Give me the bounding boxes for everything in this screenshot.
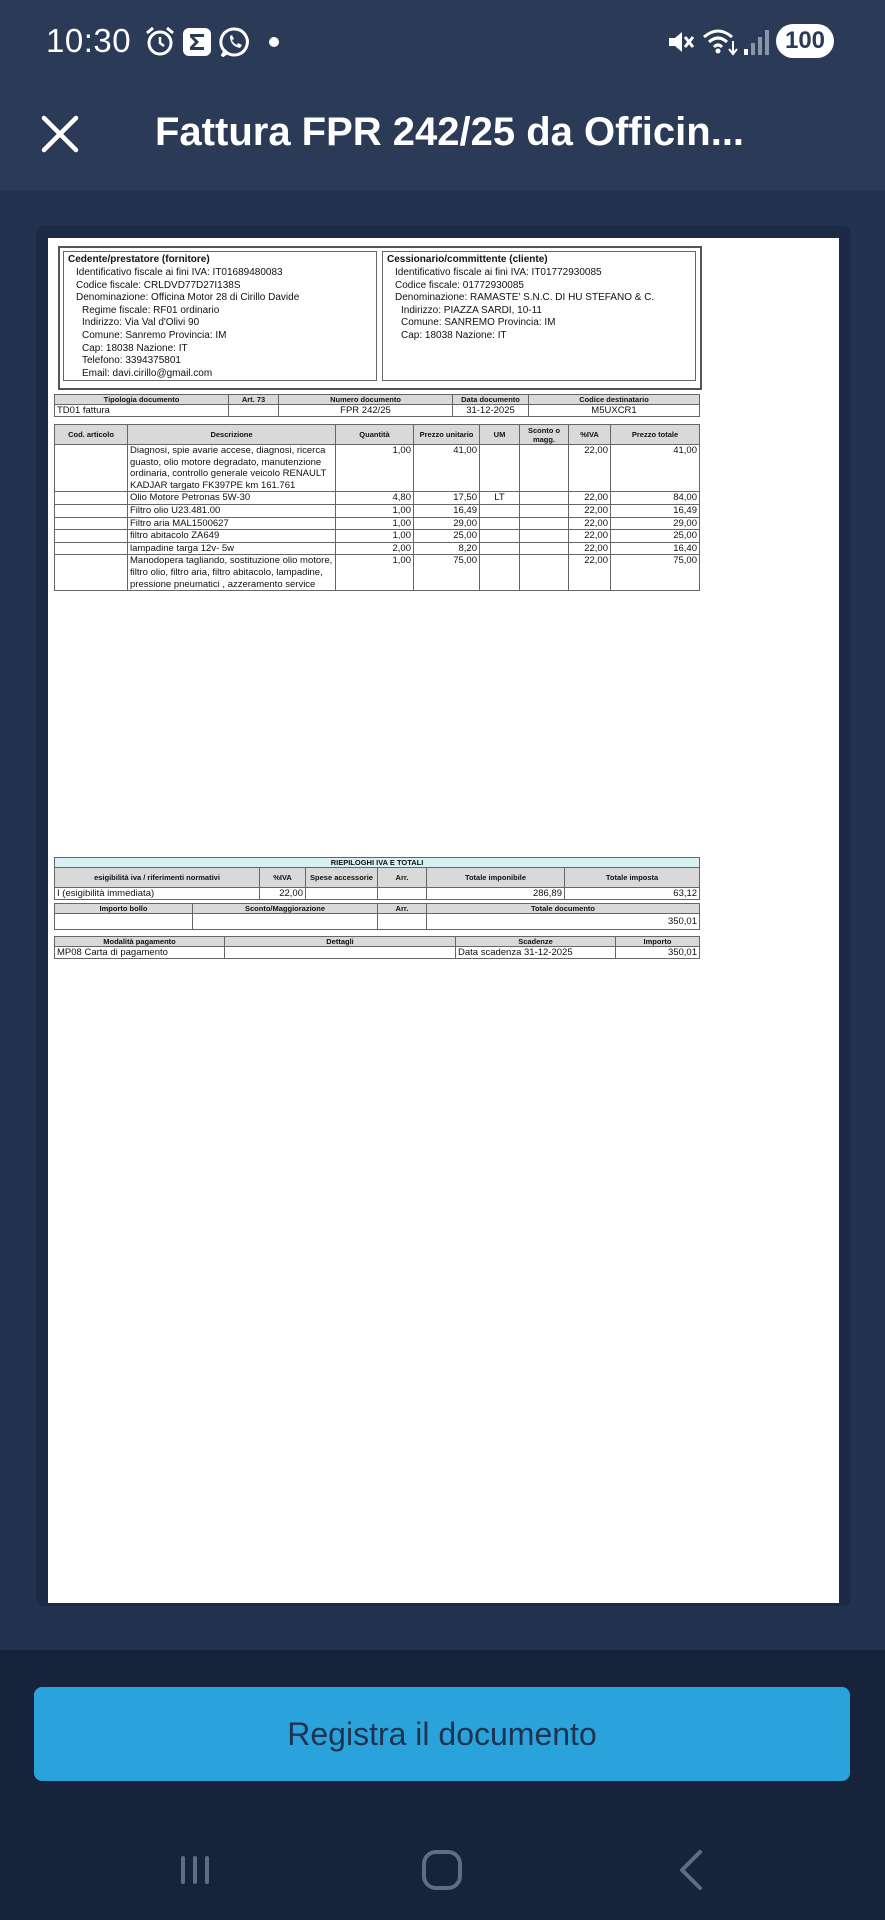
cedente-line: Identificativo fiscale ai fini IVA: IT01689480083 [76,267,283,278]
header-sconto: Sconto o magg. [520,425,569,445]
cedente-line: Cap: 18038 Nazione: IT [82,342,188,354]
header-numero: Numero documento [279,395,453,405]
header-dettagli: Dettagli [225,937,456,947]
header-imponibile: Totale imponibile [427,868,565,888]
dettagli-value [225,947,456,959]
esigibilita-value: I (esigibilità immediata) [55,888,260,900]
item-price: 8,20 [414,542,480,555]
cessionario-line: Comune: SANREMO Provincia: IM [401,317,556,329]
modalita-value: MP08 Carta di pagamento [55,947,225,959]
item-qty: 1,00 [336,445,414,492]
header-spese: Spese accessorie [306,868,378,888]
cedente-title: Cedente/prestatore (fornitore) [68,254,210,265]
table-row [55,504,700,517]
item-price: 41,00 [414,445,480,492]
codice-destinatario-value: M5UXCR1 [529,405,700,417]
cedente-line: Regime fiscale: RF01 ordinario [82,304,220,316]
cessionario-title: Cessionario/committente (cliente) [387,254,548,265]
item-total: 84,00 [611,492,700,505]
item-code [55,504,128,517]
item-disc [520,555,569,591]
cedente-line: Telefono: 3394375801 [82,355,181,367]
item-qty: 1,00 [336,504,414,517]
riepilogo-title: RIEPILOGHI IVA E TOTALI [55,858,700,868]
cedente-line: Codice fiscale: CRLDVD77D27I138S [76,279,241,291]
item-disc [520,542,569,555]
item-um [480,504,520,517]
item-iva: 22,00 [569,492,611,505]
cedente-line: Indirizzo: Via Val d'Olivi 90 [82,317,200,329]
item-disc [520,530,569,543]
items-body [55,445,700,591]
item-um [480,517,520,530]
item-desc: lampadine targa 12v- 5w [128,542,336,555]
header-imposta: Totale imposta [565,868,700,888]
totali-arr-value [378,914,427,930]
bollo-value [55,914,193,930]
registra-documento-button[interactable]: Registra il documento [34,1687,850,1781]
dot-icon [268,26,280,58]
item-code [55,517,128,530]
scadenze-value: Data scadenza 31-12-2025 [456,947,616,959]
table-row [55,492,700,505]
document-viewer[interactable] [0,190,885,1650]
item-total: 41,00 [611,445,700,492]
whatsapp-icon [219,26,251,58]
item-code [55,530,128,543]
header-descrizione: Descrizione [128,425,336,445]
art73-value [229,405,279,417]
spese-value [306,888,378,900]
header-esigibilita: esigibilità iva / riferimenti normativi [55,868,260,888]
cessionario-line: Identificativo fiscale ai fini IVA: IT01772930085 [395,267,602,278]
item-um [480,445,520,492]
cedente-box [63,251,377,381]
item-um [480,530,520,543]
header-art73: Art. 73 [229,395,279,405]
header-um: UM [480,425,520,445]
header-quantita: Quantità [336,425,414,445]
cedente-line: Comune: Sanremo Provincia: IM [82,329,227,341]
riep-iva-value: 22,00 [260,888,306,900]
item-code [55,555,128,591]
item-disc [520,504,569,517]
battery-indicator: 100 [776,24,834,58]
cessionario-line: Denominazione: RAMASTE' S.N.C. DI HU STEFANO & C. [395,292,655,304]
arr-value [378,888,427,900]
items-table [54,424,700,591]
item-iva: 22,00 [569,542,611,555]
app-bar [0,84,885,190]
cessionario-line: Indirizzo: PIAZZA SARDI, 10-11 [401,304,542,316]
item-qty: 2,00 [336,542,414,555]
table-row [55,530,700,543]
header-prezzo-unitario: Prezzo unitario [414,425,480,445]
document-frame [36,226,851,1606]
item-disc [520,445,569,492]
table-row [55,445,700,492]
table-row [55,542,700,555]
item-total: 16,49 [611,504,700,517]
item-qty: 1,00 [336,530,414,543]
header-bollo: Importo bollo [55,904,193,914]
totale-documento-value: 350,01 [427,914,700,930]
item-desc: Filtro aria MAL1500627 [128,517,336,530]
header-scadenze: Scadenze [456,937,616,947]
sigma-app-icon [182,26,212,58]
header-arr: Arr. [378,868,427,888]
recent-apps-icon[interactable] [165,1840,225,1900]
cessionario-line: Codice fiscale: 01772930085 [395,279,524,291]
item-qty: 1,00 [336,555,414,591]
item-desc: Diagnosi, spie avarie accese, diagnosi, ricerca guasto, olio motore degradato, manutenzione ordinaria, controllo generale veicolo RENAULT KADJAR targato FK397PE km 161.761 [128,445,336,492]
table-row [55,555,700,591]
header-modalita: Modalità pagamento [55,937,225,947]
item-qty: 4,80 [336,492,414,505]
home-icon[interactable] [412,1840,472,1900]
item-desc: Filtro olio U23.481.00 [128,504,336,517]
item-price: 75,00 [414,555,480,591]
item-total: 75,00 [611,555,700,591]
totali-table [54,903,700,930]
status-bar [0,0,885,84]
sconto-magg-value [193,914,378,930]
numero-value: FPR 242/25 [279,405,453,417]
tipologia-value: TD01 fattura [55,405,229,417]
footer [0,1650,885,1920]
imponibile-value: 286,89 [427,888,565,900]
header-totale-documento: Totale documento [427,904,700,914]
item-um [480,555,520,591]
mute-icon [666,26,696,58]
status-time: 10:30 [46,22,132,59]
cedente-line: Denominazione: Officina Motor 28 di Cirillo Davide [76,292,300,304]
item-disc [520,517,569,530]
item-desc: filtro abitacolo ZA649 [128,530,336,543]
importo-value: 350,01 [616,947,700,959]
item-total: 29,00 [611,517,700,530]
wifi-icon [702,26,740,58]
header-sconto-magg: Sconto/Maggiorazione [193,904,378,914]
alarm-icon [144,26,176,58]
close-icon[interactable] [34,108,86,160]
item-desc: Manodopera tagliando, sostituzione olio motore, filtro olio, filtro aria, filtro abitacolo, lampadine, pressione pneumatici , azzeramento service [128,555,336,591]
item-price: 17,50 [414,492,480,505]
cessionario-line: Cap: 18038 Nazione: IT [401,329,507,341]
item-um: LT [480,492,520,505]
document-page[interactable] [48,238,839,1603]
page-title: Fattura FPR 242/25 da Officin... [155,110,745,154]
item-price: 16,49 [414,504,480,517]
item-qty: 1,00 [336,517,414,530]
header-cod-articolo: Cod. articolo [55,425,128,445]
item-iva: 22,00 [569,530,611,543]
header-data: Data documento [453,395,529,405]
pagamento-table [54,936,700,959]
header-importo: Importo [616,937,700,947]
imposta-value: 63,12 [565,888,700,900]
item-price: 29,00 [414,517,480,530]
item-total: 25,00 [611,530,700,543]
item-code [55,445,128,492]
table-row [55,517,700,530]
navigation-bar [0,1830,885,1920]
item-code [55,542,128,555]
cedente-line: Email: davi.cirillo@gmail.com [82,367,213,379]
header-riep-iva: %IVA [260,868,306,888]
item-um [480,542,520,555]
item-iva: 22,00 [569,517,611,530]
item-code [55,492,128,505]
header-codice-destinatario: Codice destinatario [529,395,700,405]
cessionario-box [382,251,696,381]
header-iva: %IVA [569,425,611,445]
header-prezzo-totale: Prezzo totale [611,425,700,445]
riepilogo-table [54,857,700,900]
signal-icon [742,26,770,58]
item-iva: 22,00 [569,555,611,591]
item-iva: 22,00 [569,445,611,492]
data-value: 31-12-2025 [453,405,529,417]
parties-box [58,246,702,390]
back-icon[interactable] [660,1840,720,1900]
item-disc [520,492,569,505]
header-totali-arr: Arr. [378,904,427,914]
item-total: 16,40 [611,542,700,555]
header-tipologia: Tipologia documento [55,395,229,405]
item-price: 25,00 [414,530,480,543]
item-iva: 22,00 [569,504,611,517]
item-desc: Olio Motore Petronas 5W-30 [128,492,336,505]
document-info-table [54,394,700,417]
